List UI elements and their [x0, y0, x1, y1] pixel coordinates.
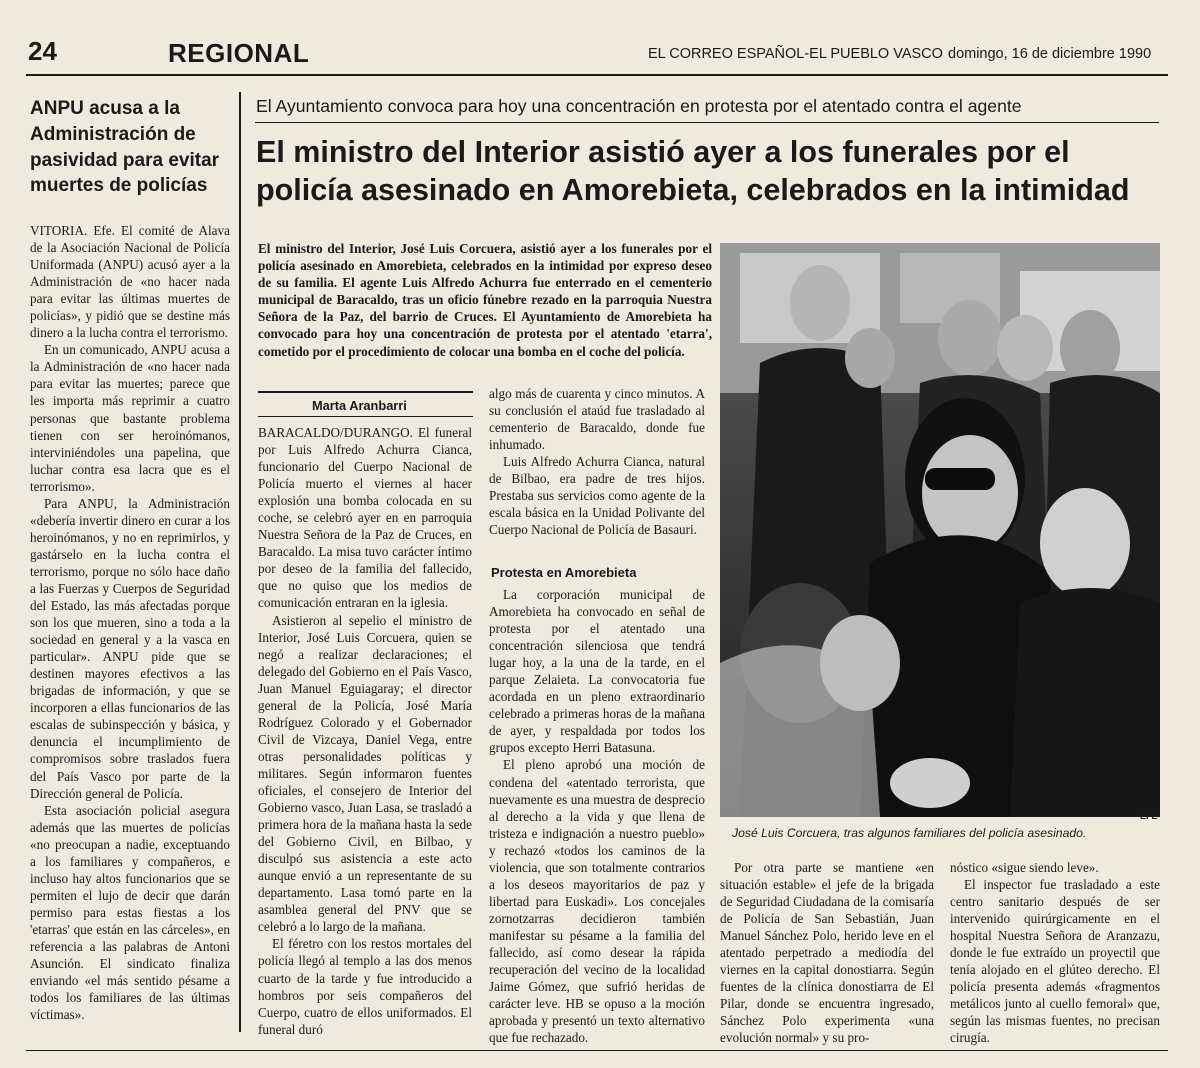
side-paragraph: Esta asociación policial asegura además que las muertes de policías «no preocupan a nadie, exceptuando a los familiares y compañeros, e incluso hay altos funcionarios que se permiten el lujo de decir que darán permiso para estas fiestas a los 'etarras' que están en las cárceles», en referencia a las palabras de Antoni Asunción. El sindicato finaliza enviando «el más sentido pésame a todos los familiares de las últimas víctimas». — [30, 802, 230, 1023]
funeral-photo-illustration — [720, 243, 1160, 817]
side-story-body — [30, 222, 230, 1023]
body-paragraph: Luis Alfredo Achurra Cianca, natural de Bilbao, era padre de tres hijos. Prestaba sus servicios como agente de la escala básica en la Unidad Polivante del Cuerpo Nacional de Policía de Basauri. — [489, 454, 705, 538]
main-column-1 — [258, 424, 472, 1038]
masthead-rule — [26, 74, 1168, 76]
body-paragraph: Asistieron al sepelio el ministro de Interior, José Luis Corcuera, quien se negó a realizar declaraciones; el delegado del Gobierno en el País Vasco, Juan Manuel Eguiagaray; el director general de la Policía, José María Rodríguez Colorado y el Gobernador Civil de Vizcaya, Daniel Vega, entre otras personalidades políticas y militares. Según informaron fuentes oficiales, el consejero de Interior del Gobierno vasco, Juan Lasa, se trasladó a primera hora de la mañana hasta la sede del Gobierno Civil, en Bilbao, y disculpó sus asistencia a este acto aunque envió a un representante de su departamento. Lasa tomó parte en la asamblea general del PNV que se celebró a lo largo de la mañana. — [258, 612, 472, 935]
main-story-kicker: El Ayuntamiento convoca para hoy una concentración en protesta por el atentado contra el agente — [256, 96, 1022, 116]
body-paragraph: El inspector fue trasladado a este centro sanitario después de ser intervenido quirúrgicamente en el hospital Nuestra Señora de Aranzazu, donde le fue extraído un proyectil que tenía alojado en el glúteo derecho. El policía presenta además «fragmentos metálicos junto al cuello femoral» que, según las mismas fuentes, no precisan cirugía. — [950, 877, 1160, 1046]
side-paragraph: VITORIA. Efe. El comité de Alava de la Asociación Nacional de Policía Uniformada (ANPU) acusó ayer a la Administración de «no hacer nada para evitar las últimas muertes de policías», y pidió que se destine más dinero a la lucha contra el terrorismo. — [30, 223, 230, 341]
side-story-headline: ANPU acusa a la Administración de pasividad para evitar muertes de policías — [30, 98, 220, 197]
main-story-headline: El ministro del Interior asistió ayer a los funerales por el policía asesinado en Amorebieta, celebrados en la intimidad — [256, 135, 1130, 207]
body-paragraph: La corporación municipal de Amorebieta ha convocado en señal de protesta por el atentado una concentración silenciosa que tendrá lugar hoy, a la una de la tarde, en el parque Zelaieta. La convocatoria fue acordada en un pleno extraordinario celebrado a primeras horas de la mañana de ayer, y respaldada por todos los grupos excepto Herri Batasuna. — [489, 587, 705, 756]
page-number: 24 — [28, 36, 57, 66]
main-column-2-top — [489, 385, 705, 538]
subhead: Protesta en Amorebieta — [491, 565, 637, 580]
body-paragraph: El féretro con los restos mortales del policía llegó al templo a las dos menos cuarto de la tarde y fue introducido a hombros por seis compañeros del Cuerpo, cuatro de ellos uniformados. El funeral duró — [258, 936, 472, 1037]
bottom-rule — [26, 1050, 1168, 1051]
byline: Marta Aranbarri — [312, 398, 407, 413]
byline-rule — [258, 391, 473, 393]
main-story-lead: El ministro del Interior, José Luis Corcuera, asistió ayer a los funerales por el policía asesinado en Amorebieta, celebrados en la intimidad por expreso deseo de su familia. El agente Luis Alfredo Achurra fue enterrado en el cementerio municipal de Baracaldo, tras un oficio fúnebre rezado en la parroquia Nuestra Señora de la Paz, del barrio de Cruces. El Ayuntamiento de Amorebieta ha convocado para hoy una concentración de protesta por el atentado 'etarra', cometido por el procedimiento de colocar una bomba en el coche del policía. — [258, 241, 712, 359]
body-paragraph: El pleno aprobó una moción de condena del «atentado terrorista, que nuevamente es una muestra de desprecio al derecho a la vida y que llena de tristeza e indignación a nuestro pueblo» y rechazó «todos los caminos de la violencia, que son totalmente contrarios a los deseos mayoritarios de paz y libertad para Euskadi». Los concejales zornotzarras decidieron también manifestar su pésame a la familia del fallecido, así como desear la rápida recuperación del vecino de la localidad Jaime Gómez, que sufrió heridas de carácter leve. HB se opuso a la moción aprobada y presentó un texto alternativo que fue rechazado. — [489, 757, 705, 1046]
issue-date: domingo, 16 de diciembre 1990 — [948, 46, 1152, 62]
main-column-3 — [720, 859, 934, 1047]
main-column-4 — [950, 859, 1160, 1047]
photo-credit: EFE — [1140, 811, 1158, 821]
body-paragraph: nóstico «sigue siendo leve». — [950, 860, 1099, 875]
column-divider — [239, 92, 241, 1032]
newspaper-name: EL CORREO ESPAÑOL-EL PUEBLO VASCO — [648, 46, 943, 62]
photo-caption: José Luis Corcuera, tras algunos familiares del policía asesinado. — [732, 826, 1087, 840]
side-paragraph: En un comunicado, ANPU acusa a la Administración de «no hacer nada para evitar las muertes; parece que les importa más reprimir a cuatro personas que bastante problema tienen con ser heroinómanos, interviniéndoles una papelina, que luchar contra esa lacra que es el terrorismo». — [30, 342, 230, 494]
news-photo — [720, 243, 1160, 817]
body-paragraph: BARACALDO/DURANGO. El funeral por Luis Alfredo Achurra Cianca, funcionario del Cuerpo Nacional de Policía muerto el viernes al hacer explosión una bomba colocada en su coche, se celebró ayer en en parroquia Nuestra Señora de la Paz de Cruces, en Baracaldo. La misa tuvo carácter íntimo por deseo de la familia del fallecido, que no quiso que los medios de comunicación entraran en la iglesia. — [258, 425, 472, 611]
section-title: REGIONAL — [168, 38, 310, 68]
body-paragraph: algo más de cuarenta y cinco minutos. A su conclusión el ataúd fue trasladado al cementerio de Baracaldo, donde fue inhumado. — [489, 386, 705, 453]
kicker-rule — [255, 122, 1159, 123]
body-paragraph: Por otra parte se mantiene «en situación estable» el jefe de la brigada de Seguridad Ciudadana de la comisaría de Policía de San Sebastián, Juan Manuel Sánchez Polo, herido leve en el atentado perpetrado a mediodía del viernes en la capital donostiarra. Según fuentes de la clínica donostiarra de El Pilar, donde se encuentra ingresado, Sánchez Polo experimenta «una evolución normal» y su pro- — [720, 860, 934, 1046]
side-paragraph: Para ANPU, la Administración «debería invertir dinero en curar a los heroinómanos, y no en reprimirlos, y gastárselo en la lucha contra el terrorismo, porque no sólo hace daño a las Fuerzas y Cuerpos de Seguridad del Estado, las más afectadas porque son los que mueren, sino a toda a la sociedad en general y a la vasca en particular». ANPU pide que se destinen mayores efectivos a las brigadas de información, y que se incorporen a ellas funcionarios de las escalas de subinspección y básica, y denuncia el incumplimiento de compromisos sobre traslados fuera del País Vasco por parte de la Dirección general de Policía. — [30, 495, 230, 801]
main-column-2-bottom — [489, 586, 705, 1046]
byline-rule-bottom — [258, 416, 473, 417]
